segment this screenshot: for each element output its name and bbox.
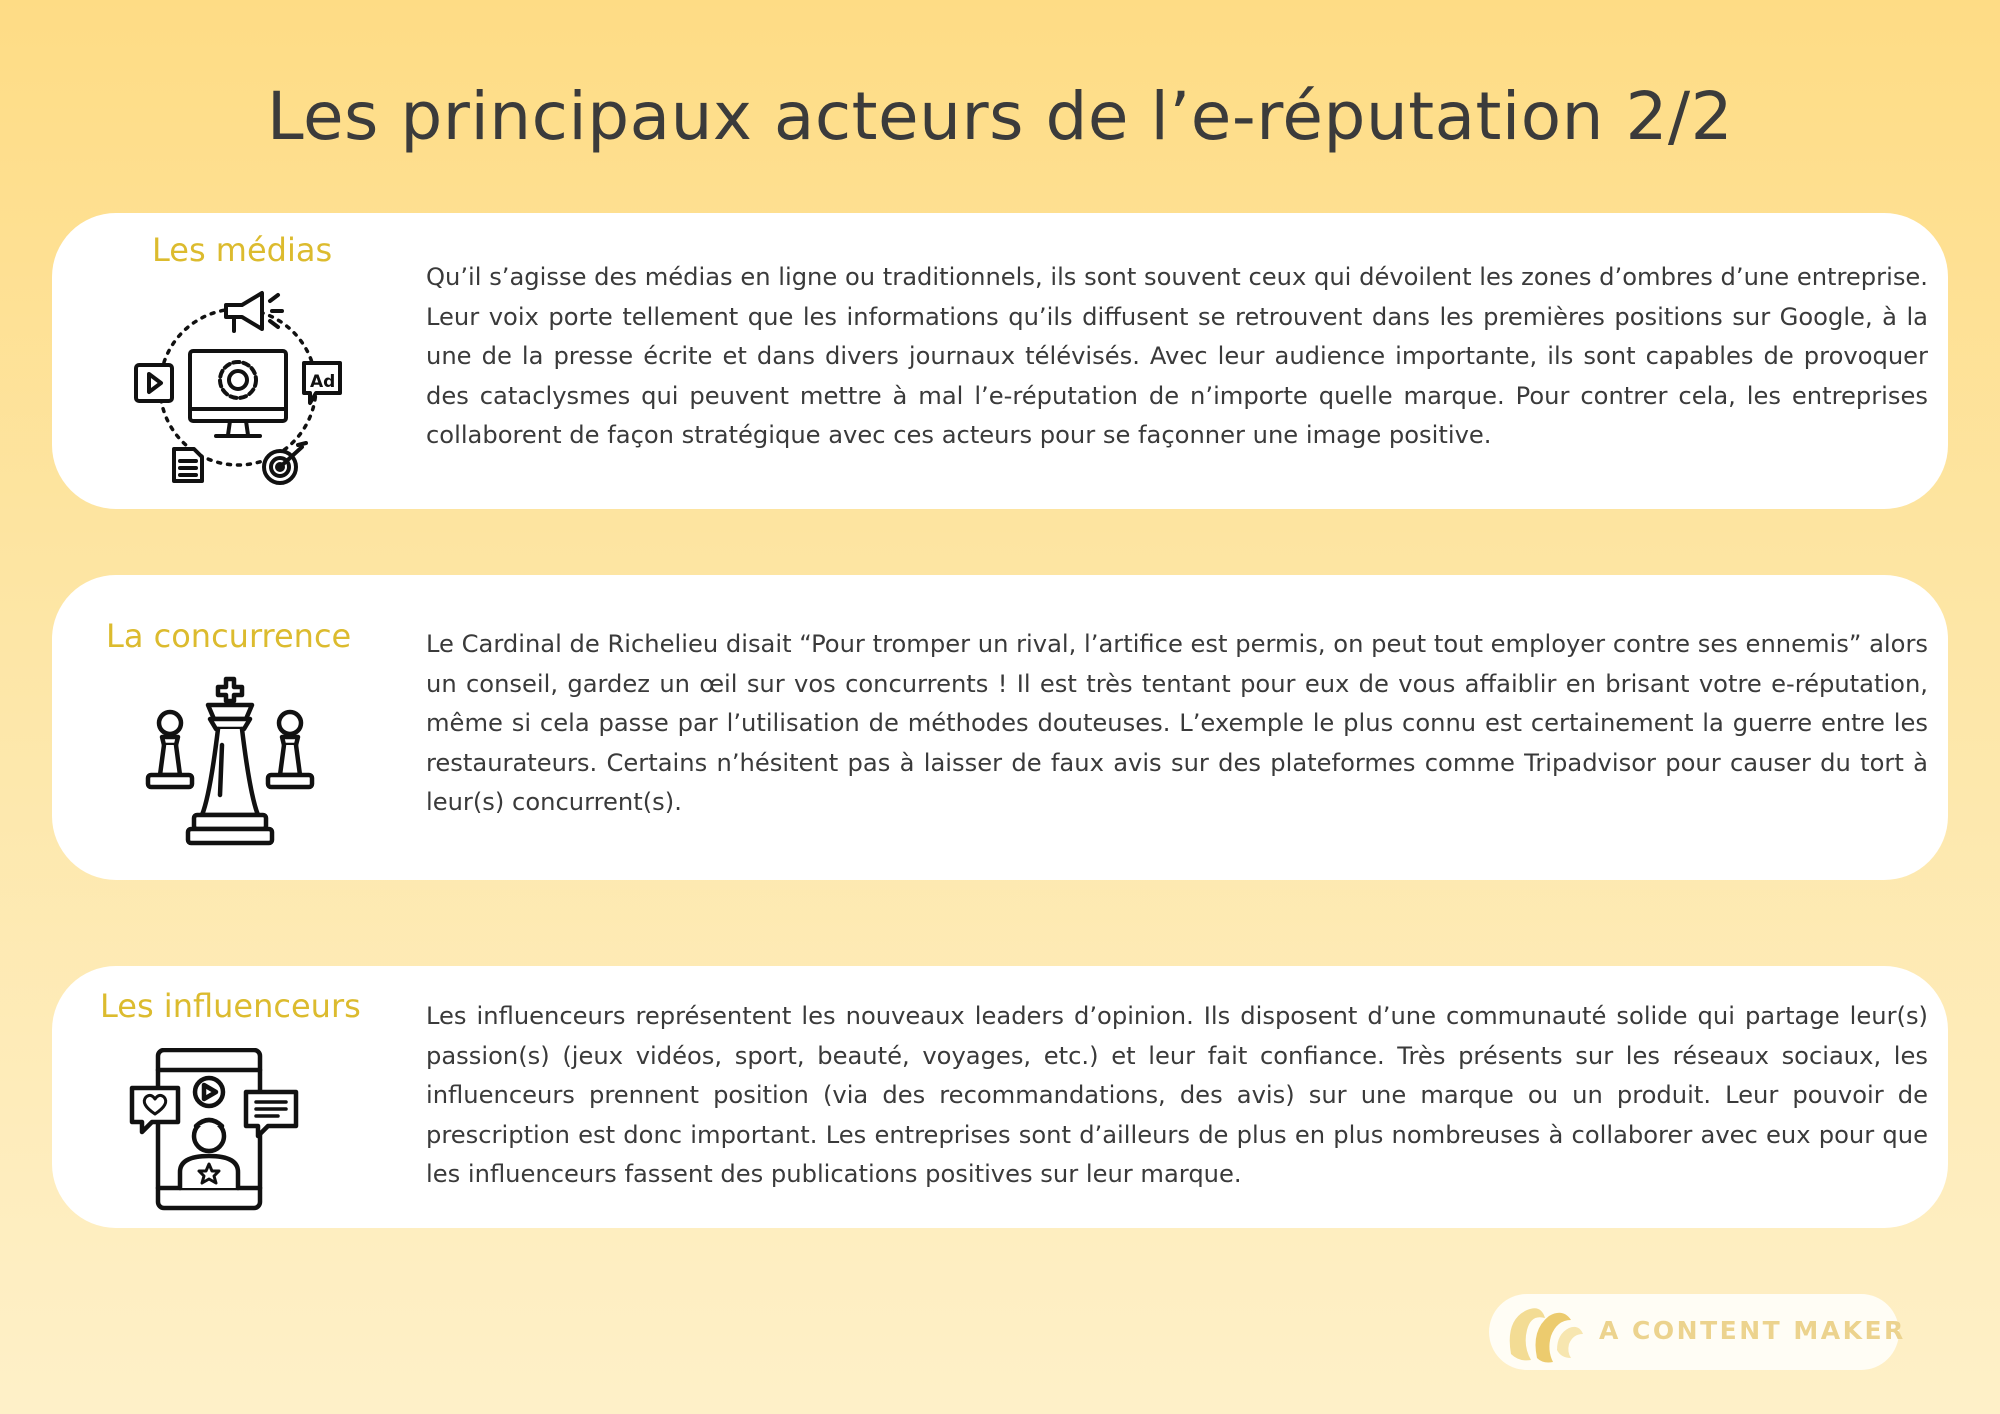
- section-label: Les médias: [152, 231, 333, 269]
- content-maker-logo-icon: [1501, 1300, 1591, 1364]
- svg-text:Ad: Ad: [310, 372, 336, 392]
- section-text: Le Cardinal de Richelieu disait “Pour tromper un rival, l’artifice est permis, on peut tout employer contre ses ennemis” alors un conseil, gardez un œil sur vos concurrents ! Il est très tentant pour eux de vous affaiblir en brisant votre e-réputation, même si cela passe par l’utilisation de méthodes douteuses. L’exemple le plus connu est certainement la guerre entre les restaurateurs. Certains n’hésitent pas à laisser de faux avis sur des plateformes comme Tripadvisor pour causer du tort à leur(s) concurrent(s).: [426, 630, 1928, 816]
- section-card-concurrence: [52, 575, 1948, 880]
- chess-pieces-icon: [140, 675, 320, 855]
- section-label: Les influenceurs: [100, 987, 361, 1025]
- section-label: La concurrence: [106, 617, 352, 655]
- media-network-icon: [130, 285, 350, 485]
- brand-logo: [1489, 1294, 1906, 1370]
- influencer-phone-icon: [128, 1048, 308, 1213]
- section-text: Les influenceurs représentent les nouveaux leaders d’opinion. Ils disposent d’une communauté solide qui partage leur(s) passion(s) (jeux vidéos, sport, beauté, voyages, etc.) et leur fait confiance. Très présents sur les réseaux sociaux, les influenceurs prennent position (via des recommandations, des avis) sur une marque ou un produit. Leur pouvoir de prescription est donc important. Les entreprises sont d’ailleurs de plus en plus nombreuses à collaborer avec eux pour que les influenceurs fassent des publications positives sur leur marque.: [426, 1002, 1928, 1188]
- brand-name: A CONTENT MAKER: [1599, 1316, 1906, 1345]
- page-title: Les principaux acteurs de l’e-réputation 2/2: [266, 78, 1734, 155]
- section-text: Qu’il s’agisse des médias en ligne ou traditionnels, ils sont souvent ceux qui dévoilent les zones d’ombres d’une entreprise. Leur voix porte tellement que les informations qu’ils diffusent se retrouvent dans les premières positions sur Google, à la une de la presse écrite et dans divers journaux télévisés. Avec leur audience importante, ils sont capables de provoquer des cataclysmes qui peuvent mettre à mal l’e-réputation de n’importe quelle marque. Pour contrer cela, les entreprises collaborent de façon stratégique avec ces acteurs pour se façonner une image positive.: [426, 263, 1928, 449]
- section-card-influenceurs: [52, 966, 1948, 1228]
- section-card-medias: [52, 213, 1948, 509]
